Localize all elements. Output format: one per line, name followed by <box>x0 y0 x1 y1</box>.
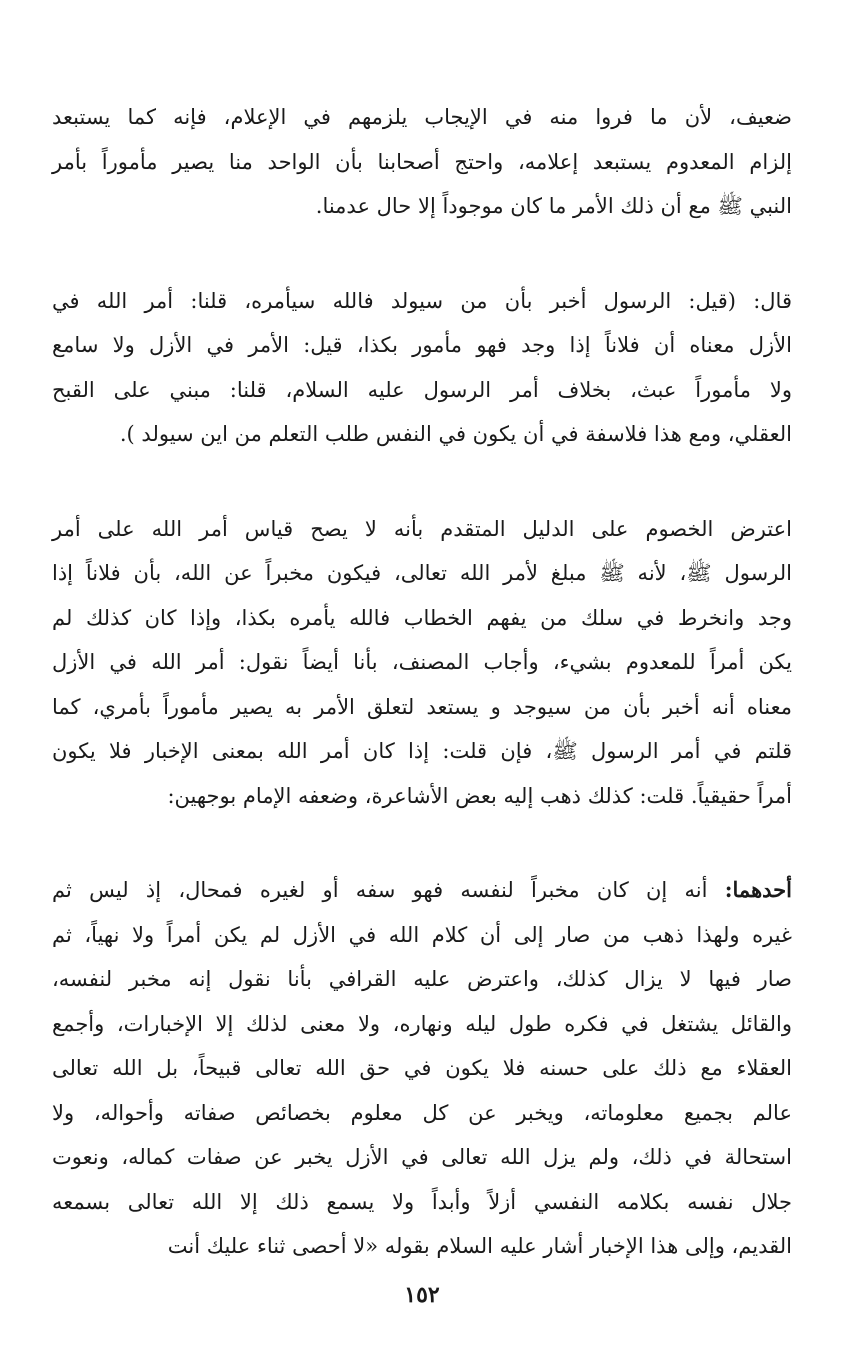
paragraph-gap <box>52 818 792 868</box>
text-line: العقلاء مع ذلك على حسنه فلا يكون في حق الله تعالى قبيحاً، بل الله تعالى <box>52 1056 792 1080</box>
paragraph-4 <box>52 868 792 1269</box>
text-line: استحالة في ذلك، ولم يزل الله تعالى في الأزل يخبر عن صفات كماله، ونعوت <box>52 1145 792 1169</box>
paragraph-3 <box>52 507 792 819</box>
text-line: إلزام المعدوم يستبعد إعلامه، واحتج أصحابنا بأن الواحد منا يصير مأموراً بأمر <box>52 149 792 174</box>
text-line: معناه أنه أخبر بأن من سيوجد و يستعد لتعلق الأمر به يصير مأموراً بأمري، كما <box>52 694 792 719</box>
text-line: القديم، وإلى هذا الإخبار أشار عليه السلام بقوله «لا أحصى ثناء عليك أنت <box>167 1234 792 1258</box>
text-line: جلال نفسه بكلامه النفسي أزلاً وأبداً ولا يسمع ذلك إلا الله تعالى بسمعه <box>52 1189 792 1214</box>
paragraph-gap <box>52 229 792 279</box>
text-line: غيره ولهذا ذهب من صار إلى أن كلام الله في الأزل لم يكن أمراً ولا نهياً، ثم <box>52 922 792 947</box>
text-line: قال: (قيل: الرسول أخبر بأن من سيولد فالله سيأمره، قلنا: أمر الله في <box>52 288 792 313</box>
text-line: قلتم في أمر الرسول ﷺ، فإن قلت: إذا كان أمر الله بمعنى الإخبار فلا يكون <box>52 739 792 763</box>
text-line: ولا مأموراً عبث، بخلاف أمر الرسول عليه السلام، قلنا: مبني على القبح <box>52 377 792 402</box>
paragraph-lead-term: أحدهما: <box>724 877 792 902</box>
text-line <box>52 868 792 913</box>
text-line: ضعيف، لأن ما فروا منه في الإيجاب يلزمهم في الإعلام، فإنه كما يستبعد <box>52 105 792 129</box>
paragraph-gap <box>52 457 792 507</box>
text-line: والقائل يشتغل في فكره طول ليله ونهاره، ولا معنى لذلك إلا الإخبارات، وأجمع <box>52 1011 792 1036</box>
text-line: النبي ﷺ مع أن ذلك الأمر ما كان موجوداً إلا حال عدمنا. <box>315 194 792 218</box>
text-line: الرسول ﷺ، لأنه ﷺ مبلغ لأمر الله تعالى، فيكون مخبراً عن الله، بأن فلاناً إذا <box>52 561 792 585</box>
page-body <box>52 95 792 1269</box>
text-line: عالم بجميع معلوماته، ويخبر عن كل معلوم بخصائص صفاته وأحواله، ولا <box>52 1100 792 1125</box>
text-line: الأزل معناه أن فلاناً إذا وجد فهو مأمور بكذا، قيل: الأمر في الأزل ولا سامع <box>52 333 792 357</box>
paragraph-1 <box>52 95 792 229</box>
text-line: يكن أمراً للمعدوم بشيء، وأجاب المصنف، بأنا أيضاً نقول: أمر الله في الأزل <box>52 650 792 674</box>
text-line: وجد وانخرط في سلك من يفهم الخطاب فالله يأمره بكذا، وإذا كان كذلك لم <box>52 605 792 630</box>
paragraph-2 <box>52 279 792 457</box>
text-line: العقلي، ومع هذا فلاسفة في أن يكون في النفس طلب التعلم من اين سيولد ). <box>119 422 792 446</box>
page-number: ١٥٢ <box>404 1282 440 1308</box>
text-line: أمراً حقيقياً. قلت: كذلك ذهب إليه بعض الأشاعرة، وضعفه الإمام بوجهين: <box>167 783 792 808</box>
text-line-rest: أنه إن كان مخبراً لنفسه فهو سفه أو لغيره فمحال، إذ ليس ثم <box>52 878 708 902</box>
text-line: اعترض الخصوم على الدليل المتقدم بأنه لا يصح قياس أمر الله على أمر <box>52 516 792 541</box>
text-line: صار فيها لا يزال كذلك، واعترض عليه القرافي بأنا نقول إنه مخبر لنفسه، <box>52 967 792 991</box>
